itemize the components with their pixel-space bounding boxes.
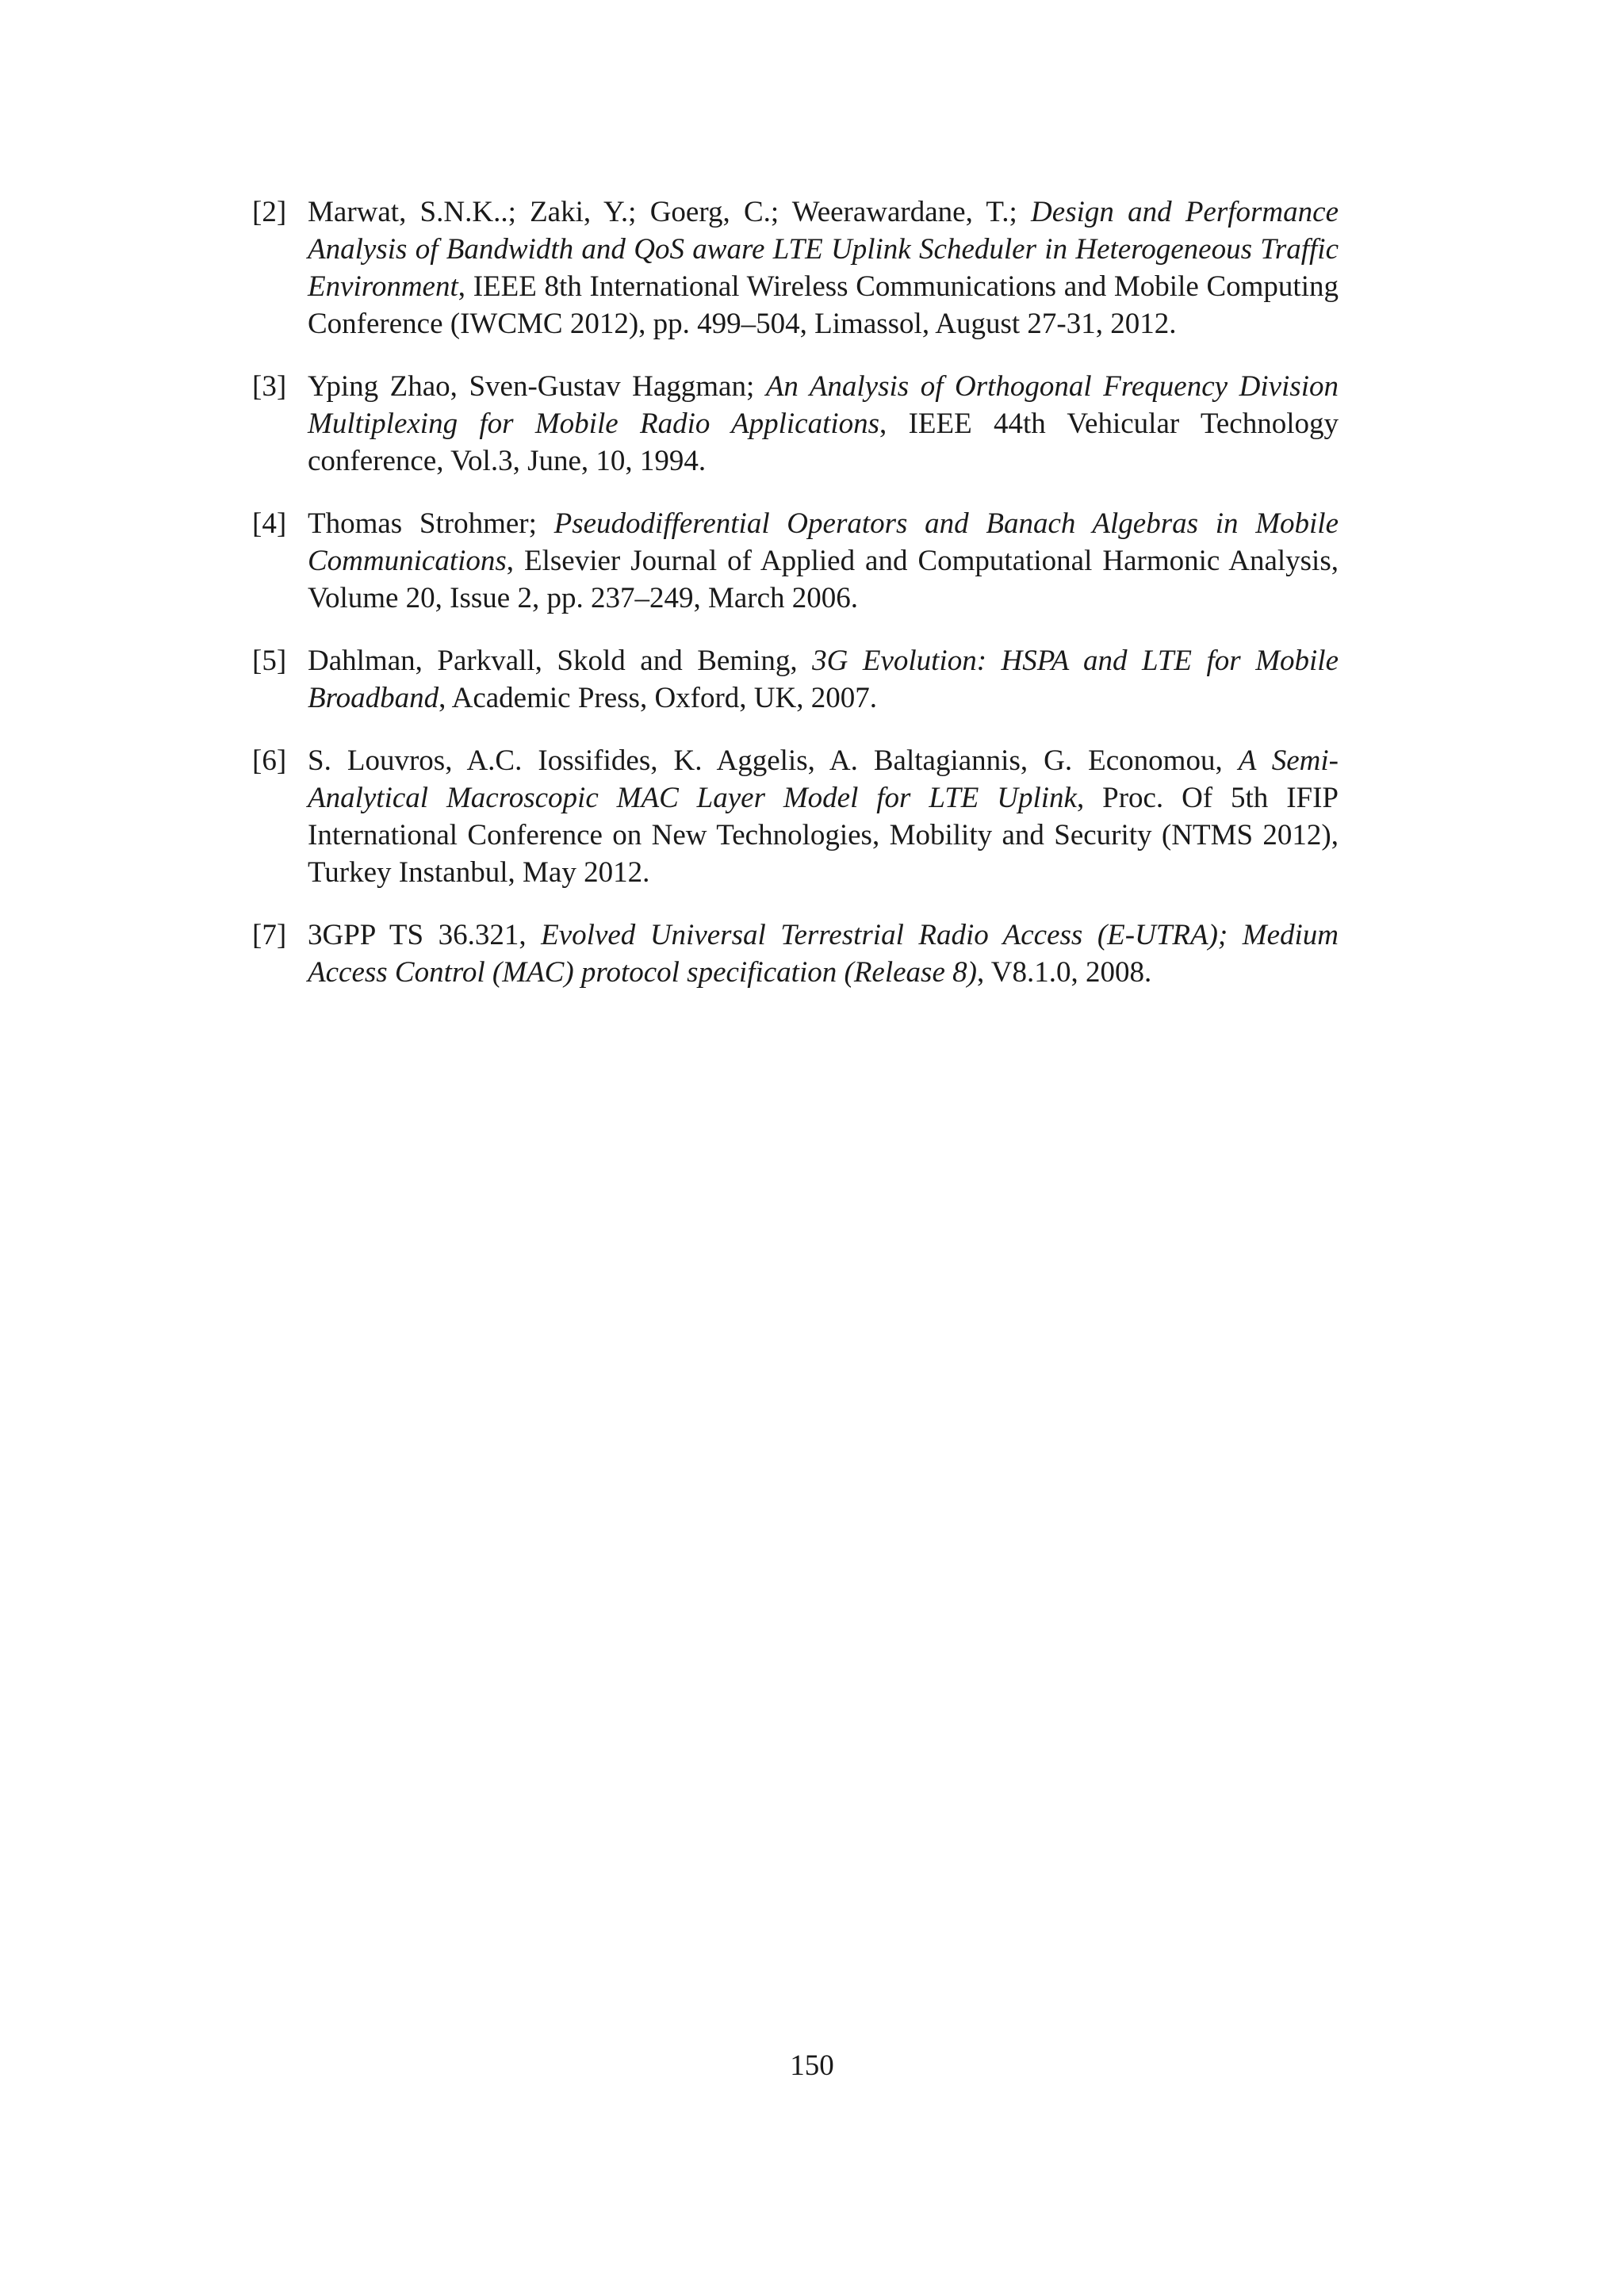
reference-item-4 <box>252 505 1339 617</box>
reference-number: [7] <box>252 919 287 951</box>
reference-authors: Dahlman, Parkvall, Skold and Beming, <box>308 645 798 677</box>
reference-title: Evolved Universal Terrestrial Radio Access (E-UTRA); Medium Access Control (MAC) protocol specification (Release 8) <box>308 919 1339 989</box>
reference-authors: Thomas Strohmer; <box>308 507 537 540</box>
page-number: 150 <box>790 2049 834 2082</box>
reference-body <box>308 370 1339 477</box>
reference-item-2 <box>252 193 1339 342</box>
reference-body <box>308 507 1339 614</box>
reference-body <box>308 645 1339 714</box>
reference-body <box>308 196 1339 340</box>
reference-item-6 <box>252 742 1339 891</box>
reference-details: , V8.1.0, 2008. <box>976 956 1152 989</box>
reference-number: [5] <box>252 645 287 677</box>
reference-number: [3] <box>252 370 287 403</box>
reference-item-5 <box>252 642 1339 717</box>
reference-title: Design and Performance Analysis of Bandwidth and QoS aware LTE Uplink Scheduler in Heterogeneous Traffic Environment <box>308 196 1339 303</box>
reference-item-7 <box>252 916 1339 991</box>
reference-body <box>308 744 1339 889</box>
reference-title: A Semi-Analytical Macroscopic MAC Layer Model for LTE Uplink <box>308 744 1339 814</box>
reference-title: An Analysis of Orthogonal Frequency Division Multiplexing for Mobile Radio Applications <box>308 370 1339 440</box>
reference-number: [2] <box>252 196 287 228</box>
reference-title: Pseudodifferential Operators and Banach Algebras in Mobile Communications <box>308 507 1339 577</box>
reference-item-3 <box>252 368 1339 480</box>
reference-details: , Academic Press, Oxford, UK, 2007. <box>439 682 877 714</box>
reference-authors: Yping Zhao, Sven-Gustav Haggman; <box>308 370 755 403</box>
reference-number: [4] <box>252 507 287 540</box>
reference-details: , IEEE 8th International Wireless Communications and Mobile Computing Conference (IWCMC 2012), pp. 499–504, Limassol, August 27-31, 2012. <box>308 270 1339 340</box>
reference-details: , Proc. Of 5th IFIP International Conference on New Technologies, Mobility and Security (NTMS 2012), Turkey Instanbul, May 2012. <box>308 782 1339 889</box>
reference-authors: S. Louvros, A.C. Iossifides, K. Aggelis, A. Baltagiannis, G. Economou, <box>308 744 1223 777</box>
reference-list <box>252 193 1339 1016</box>
reference-number: [6] <box>252 744 287 777</box>
reference-details: , IEEE 44th Vehicular Technology conference, Vol.3, June, 10, 1994. <box>308 408 1339 477</box>
reference-authors: Marwat, S.N.K..; Zaki, Y.; Goerg, C.; Weerawardane, T.; <box>308 196 1017 228</box>
reference-title: 3G Evolution: HSPA and LTE for Mobile Broadband <box>308 645 1339 714</box>
reference-details: , Elsevier Journal of Applied and Computational Harmonic Analysis, Volume 20, Issue 2, pp. 237–249, March 2006. <box>308 545 1339 614</box>
reference-authors: 3GPP TS 36.321, <box>308 919 527 951</box>
reference-body <box>308 919 1339 989</box>
